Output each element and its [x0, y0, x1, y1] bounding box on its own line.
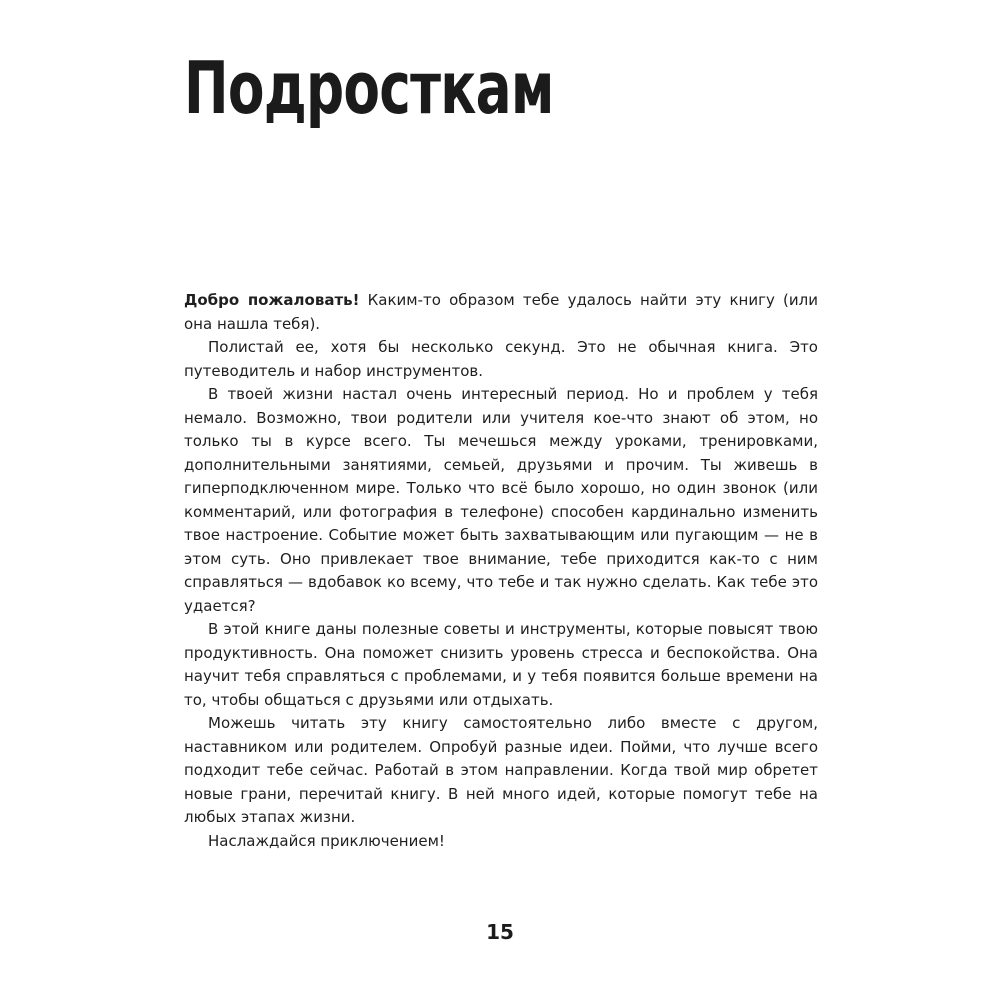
page-title: Подросткам — [184, 46, 554, 130]
paragraph-book-tips: В этой книге даны полезные советы и инструменты, которые повысят твою продуктивность. Она поможет снизить уровень стресса и беспокойства. Она научит тебя справляться с проблемами, и у тебя появится больше времени на то, чтобы общаться с друзьями или отдыхать. — [184, 620, 818, 709]
paragraph-how-to-read: Можешь читать эту книгу самостоятельно либо вместе с другом, наставником или родителем. Опробуй разные идеи. Пойми, что лучше всего подходит тебе сейчас. Работай в этом направлении. Когда твой мир обретет новые грани, перечитай книгу. В ней много идей, которые помогут тебе на любых этапах жизни. — [184, 714, 818, 826]
welcome-text: Каким-то образом тебе удалось найти эту книгу (или она нашла тебя). — [184, 291, 818, 333]
paragraph-life-period: В твоей жизни настал очень интересный период. Но и проблем у тебя немало. Возможно, твои родители или учителя кое-что знают об этом, но только ты в курсе всего. Ты мечешься между уроками, тренировками, дополнительными занятиями, семьей, друзьями и прочим. Ты живешь в гиперподключенном мире. Только что всё было хорошо, но один звонок (или комментарий, или фотография в телефоне) способен кардинально изменить твое настроение. Событие может быть захватывающим или пугающим — не в этом суть. Оно привлекает твое внимание, тебе приходится как-то с ним справляться — вдобавок ко всему, что тебе и так нужно сделать. Как тебе это удается? — [184, 385, 818, 615]
welcome-lead: Добро пожаловать! — [184, 291, 360, 309]
paragraph-browse: Полистай ее, хотя бы несколько секунд. Это не обычная книга. Это путеводитель и набор инструментов. — [184, 338, 818, 380]
page-number: 15 — [486, 920, 514, 944]
paragraph-welcome — [184, 289, 818, 336]
paragraph-enjoy: Наслаждайся приключением! — [208, 831, 445, 850]
body-text — [184, 289, 818, 853]
